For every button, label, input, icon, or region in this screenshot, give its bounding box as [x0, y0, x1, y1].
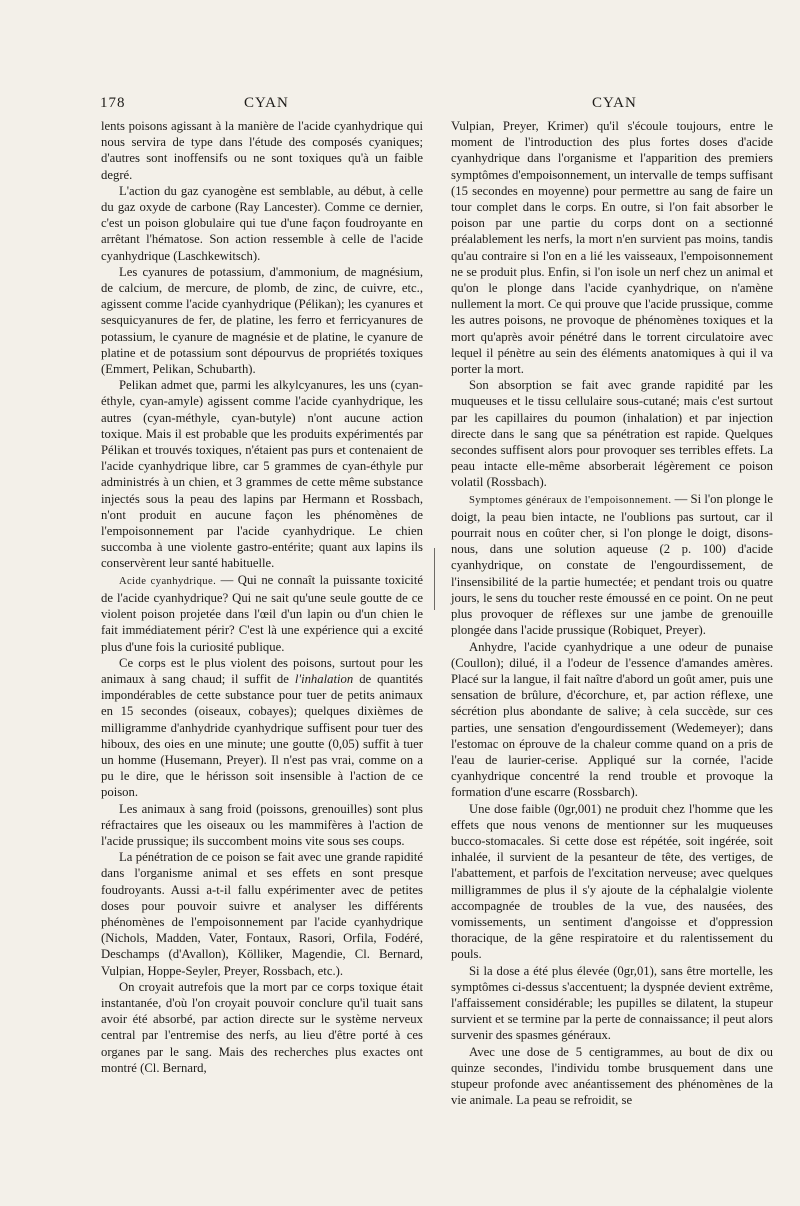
paragraph [451, 491, 773, 639]
section-heading: Symptomes généraux de l'empoisonnement. [469, 494, 672, 506]
right-column [451, 118, 773, 1108]
paragraph-text: de quantités impondérables de cette substance pour tuer de petits animaux en 15 secondes (oiseaux, cobayes); quelques dixièmes de milligramme d'anhydride cyanhydrique suffisent pour tuer des hiboux, des oies en une minute; une goutte (0,05) suffit à tuer un homme (Husemann, Preyer). Il n'est pas vrai, comme on a pu le dire, que le hérisson soit insensible à l'action de ce poison. [101, 671, 423, 800]
running-head-right: CYAN [592, 95, 637, 111]
paragraph: L'action du gaz cyanogène est semblable, au début, à celle du gaz oxyde de carbone (Ray Lancester). Comme ce dernier, c'est un poison globulaire qui tue d'une façon foudroyante en arrêtant l'hématose. Son action ressemble à celle de l'acide cyanhydrique (Laschkewitsch). [101, 183, 423, 263]
emphasis: l'inhalation [294, 671, 354, 686]
paragraph-text: — Qui ne connaît la puissante toxicité de l'acide cyanhydrique? Qui ne sait qu'une seule goutte de ce violent poison projetée dans l'œil d'un lapin ou d'un chien le fait immédiatement périr? C'est là une expérience qui a excité plus d'une fois la curiosité publique. [101, 572, 423, 654]
paragraph-text: — Si l'on plonge le doigt, la peau bien intacte, ne l'oublions pas surtout, car il pourrait nous en coûter cher, si l'on plonge le doigt, disons-nous, dans une solution aqueuse (2 p. 100) d'acide cyanhydrique, on constate de l'engourdissement, de l'insensibilité de la partie humectée; et pendant trois ou quatre jours, le sens du toucher reste émoussé en ce point. On ne peut plus provoquer de réflexes sur une jambe de grenouille plongée dans l'acide prussique (Robiquet, Preyer). [451, 491, 773, 638]
left-column [101, 118, 423, 1076]
section-heading: Acide cyanhydrique. [119, 575, 217, 587]
paragraph: Vulpian, Preyer, Krimer) qu'il s'écoule toujours, entre le moment de l'introduction des plus fortes doses d'acide cyanhydrique dans l'organisme et l'apparition des premiers symptômes d'empoisonnement, un intervalle de temps suffisant (15 secondes en moyenne) pour permettre au sang de faire un tour complet dans le corps. En outre, si l'on fait absorber le poison par une partie du corps dont on a sectionné préalablement les nerfs, la mort n'en survient pas moins, tandis qu'au contraire si l'on en a lié les vaisseaux, l'empoisonnement ne se produit plus. Enfin, si l'on isole un nerf chez un animal et qu'on le plonge dans l'acide cyanhydrique, on n'amène nullement la mort. Ce qui prouve que l'acide prussique, comme les autres poisons, ne provoque de phénomènes toxiques et la mort qu'après avoir pénétré dans le torrent circulatoire avec lequel il pénètre au sein des éléments anatomiques à qui il va porter la mort. [451, 119, 773, 377]
paragraph: Une dose faible (0gr,001) ne produit chez l'homme que les effets que nous venons de mentionner sur les muqueuses bucco-stomacales. Si cette dose est répétée, soit ingérée, soit inhalée, il survient de la pesanteur de tête, des vertiges, de l'abattement, et parfois de l'excitation nerveuse; avec quelques milligrammes de plus il s'y ajoute de la céphalalgie violente accompagnée de troubles de la vue, des nausées, des vomissements, un sentiment d'angoisse et d'oppression thoracique, de la gêne respiratoire et du ralentissement du pouls. [451, 801, 773, 962]
paragraph: Pelikan admet que, parmi les alkylcyanures, les uns (cyan-éthyle, cyan-amyle) agissent comme l'acide cyanhydrique, les autres (cyan-méthyle, cyan-butyle) n'ont aucune action toxique. Mais il est probable que les produits expérimentés par Pélikan et trouvés toxiques, n'étaient pas purs et contenaient de l'acide cyanhydrique libre, car 5 grammes de cyan-éthyle pur administrés à un chien, et 3 grammes de cette même substance injectés sous la peau des lapins par Hermann et Rossbach, n'ont produit en aucune façon les phénomènes de l'empoisonnement par l'acide cyanhydrique. Le chien succomba à une violente gastro-entérite; quant aux lapins ils conservèrent leur santé habituelle. [101, 378, 423, 571]
paragraph: lents poisons agissant à la manière de l'acide cyanhydrique qui nous servira de type dans l'étude des composés cyaniques; d'autres sont inoffensifs ou ne sont toxiques qu'à un faible degré. [101, 119, 423, 182]
paragraph-text: Ce corps est le plus violent des poisons, surtout pour les animaux à sang chaud; il suffit de [101, 655, 423, 686]
running-head-left: CYAN [244, 95, 289, 111]
column-divider [434, 548, 437, 610]
paragraph: Son absorption se fait avec grande rapidité par les muqueuses et le tissu cellulaire sous-cutané; mais c'est surtout par les capillaires du poumon (inhalation) et par injection directe dans le sang que sa pénétration est rapide. Quelques secondes suffisent alors pour provoquer ses terribles effets. La peau intacte elle-même absorberait légèrement ce poison volatil (Rossbach). [451, 378, 773, 490]
page-number: 178 [100, 95, 126, 111]
paragraph [101, 655, 423, 801]
paragraph: Les animaux à sang froid (poissons, grenouilles) sont plus réfractaires que les oiseaux ou les mammifères à l'action de l'acide prussique; ils succombent moins vite sous ses coups. [101, 801, 423, 848]
paragraph: Les cyanures de potassium, d'ammonium, de magnésium, de calcium, de mercure, de plomb, de zinc, de cuivre, etc., agissent comme l'acide cyanhydrique (Pélikan); les cyanures et sesquicyanures de fer, de platine, les ferro et ferricyanures de potassium, le cyanure de magnésie et de platine, le cyanure de platine et de potassium sont dépourvus de propriétés toxiques (Emmert, Pelikan, Schubarth). [101, 264, 423, 377]
paragraph: On croyait autrefois que la mort par ce corps toxique était instantanée, d'où l'on croyait pouvoir conclure qu'il tuait sans avoir été absorbé, par action directe sur le système nerveux central par l'entremise des nerfs, au lieu d'être porté à ces organes par le sang. Mais des recherches plus exactes ont montré (Cl. Bernard, [101, 979, 423, 1075]
paragraph [101, 572, 423, 655]
paragraph: La pénétration de ce poison se fait avec une grande rapidité dans l'organisme animal et ses effets en sont presque foudroyants. Aussi a-t-il fallu expérimenter avec de petites doses pour pouvoir suivre et analyser les différents phénomènes de l'empoisonnement par l'acide cyanhydrique (Nichols, Madden, Vater, Fontaux, Rasori, Orfila, Fodéré, Deschamps (d'Avallon), Kölliker, Magendie, Cl. Bernard, Vulpian, Hoppe-Seyler, Preyer, Rossbach, etc.). [101, 850, 423, 978]
paragraph: Si la dose a été plus élevée (0gr,01), sans être mortelle, les symptômes ci-dessus s'accentuent; la dyspnée devient extrême, l'affaissement considérable; les pupilles se dilatent, la stupeur survient et se termine par la perte de connaissance; il peut alors survenir des spasmes généraux. [451, 963, 773, 1043]
paragraph: Avec une dose de 5 centigrammes, au bout de dix ou quinze secondes, l'individu tombe brusquement dans une stupeur profonde avec anéantissement des phénomènes de la vie animale. La peau se refroidit, se [451, 1044, 773, 1108]
paragraph: Anhydre, l'acide cyanhydrique a une odeur de punaise (Coullon); dilué, il a l'odeur de l'essence d'amandes amères. Placé sur la langue, il fait naître d'abord un goût amer, puis une sensation de brûlure, d'écorchure, et, par action réflexe, une sécrétion plus abondante de salive; à cela succède, sur ces parties, une sensation d'engourdissement (Wedemeyer); dans l'estomac on éprouve de la chaleur comme quand on a pris de l'eau de laurier-cerise. Appliqué sur la cornée, l'acide cyanhydrique concentré la rend trouble et provoque la formation d'une escarre (Rossbarch). [451, 639, 773, 800]
